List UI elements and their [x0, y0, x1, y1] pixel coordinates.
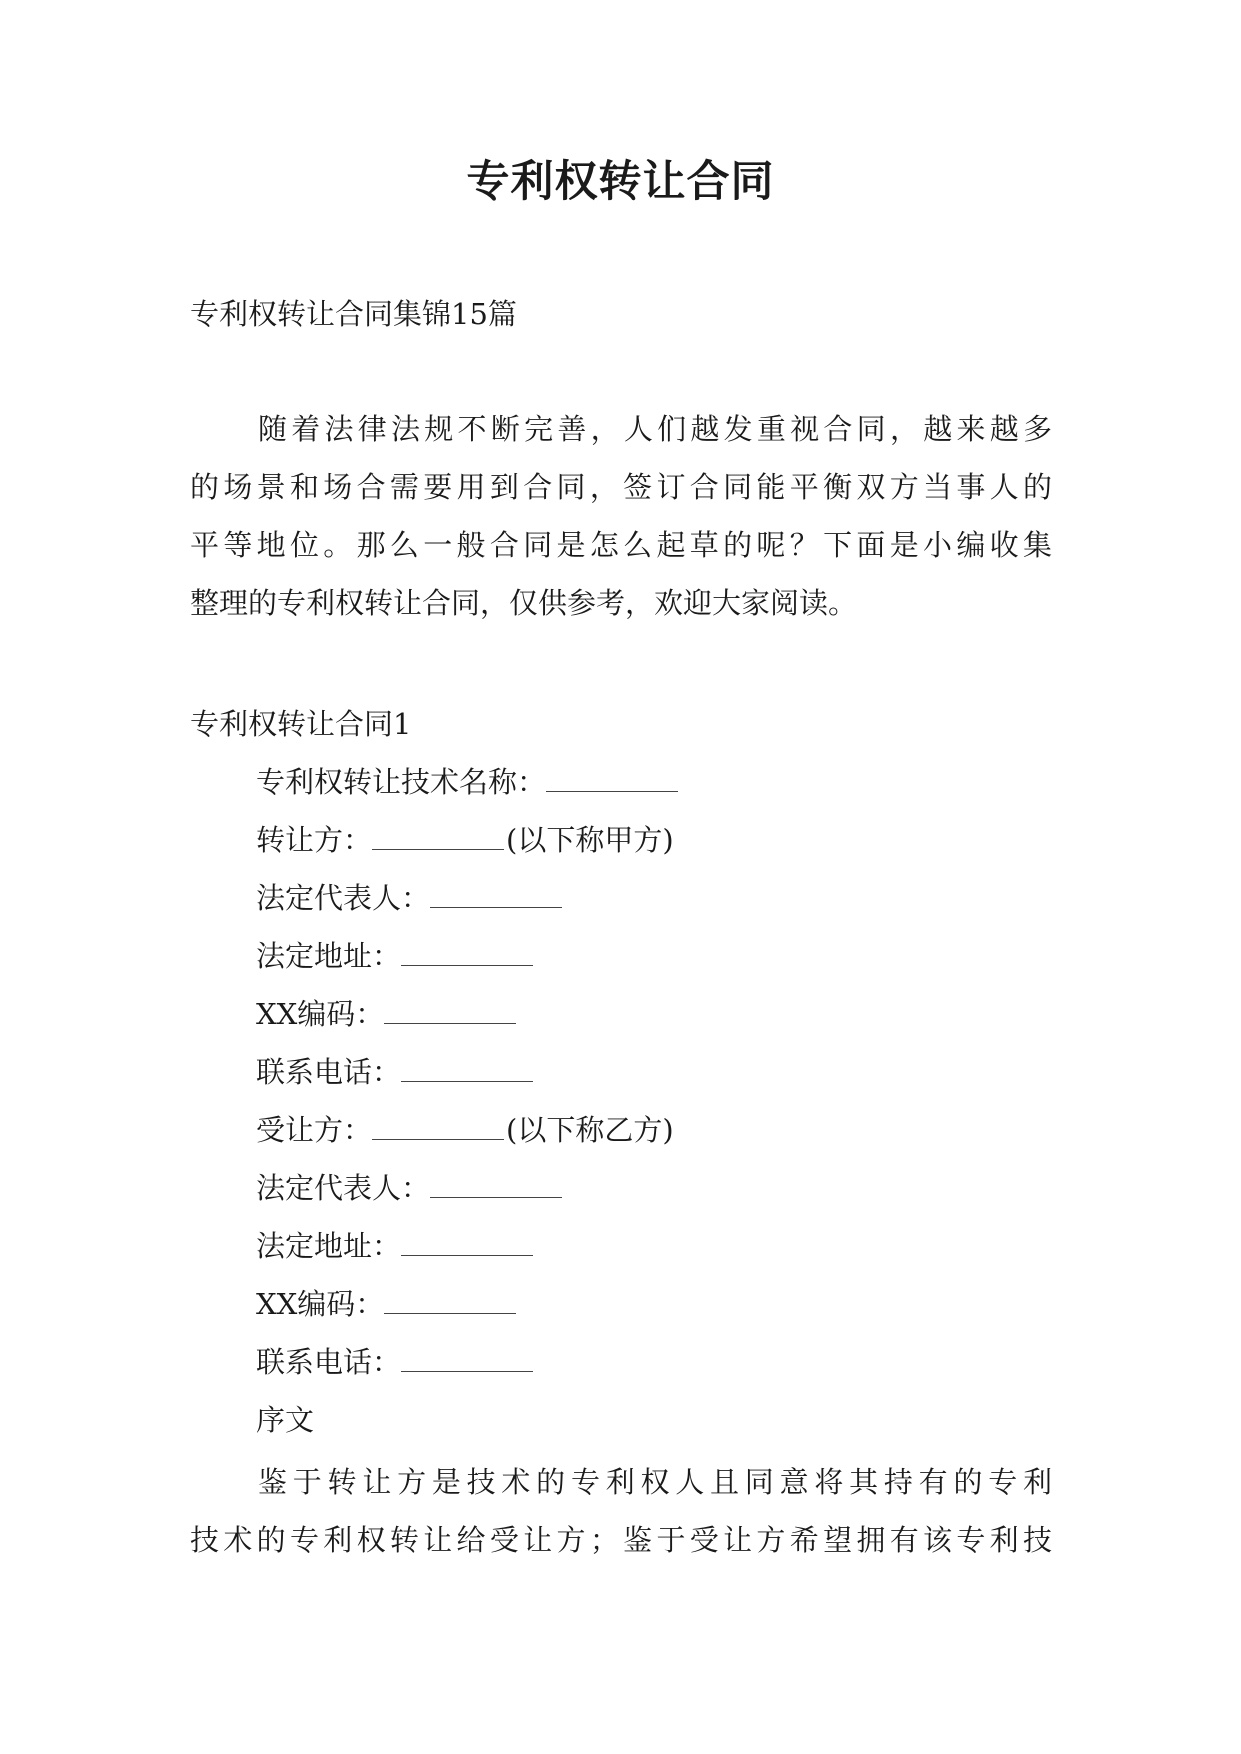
- document-title: 专利权转让合同: [466, 157, 775, 207]
- intro-paragraph: [190, 407, 1052, 639]
- fill-blank: [430, 883, 562, 908]
- field-technology-name: [256, 760, 1056, 818]
- field-label: 联系电话：: [256, 1345, 402, 1379]
- field-suffix: (以下称甲方): [506, 823, 674, 857]
- fill-blank: [430, 1173, 562, 1198]
- fill-blank: [401, 1231, 533, 1256]
- preface-paragraph: [190, 1460, 1052, 1576]
- fill-blank: [384, 1289, 516, 1314]
- intro-line: 整理的专利权转让合同，仅供参考，欢迎大家阅读。: [190, 586, 858, 620]
- field-label: 联系电话：: [256, 1055, 402, 1089]
- field-transferee: [256, 1108, 1056, 1166]
- fill-blank: [546, 767, 678, 792]
- field-transferor: [256, 818, 1056, 876]
- field-label: XX编码：: [256, 997, 385, 1031]
- body-line: 技术的专利权转让给受让方；鉴于受让方希望拥有该专利技: [190, 1523, 1052, 1557]
- document-subtitle: 专利权转让合同集锦15篇: [190, 297, 517, 331]
- section-heading: 专利权转让合同1: [190, 707, 412, 741]
- fill-blank: [401, 1057, 533, 1082]
- field-label: XX编码：: [256, 1287, 385, 1321]
- contract-fields: [256, 760, 1056, 1456]
- field-phone: [256, 1340, 1056, 1398]
- body-line: 鉴于转让方是技术的专利权人且同意将其持有的专利: [258, 1465, 1052, 1499]
- intro-line: 平等地位。那么一般合同是怎么起草的呢？下面是小编收集: [190, 528, 1052, 562]
- field-suffix: (以下称乙方): [506, 1113, 674, 1147]
- fill-blank: [372, 825, 504, 850]
- fill-blank: [372, 1115, 504, 1140]
- field-label: 法定地址：: [256, 1229, 402, 1263]
- field-legal-representative: [256, 1166, 1056, 1224]
- field-code: [256, 1282, 1056, 1340]
- field-label: 专利权转让技术名称：: [256, 765, 547, 799]
- preface-heading: [256, 1398, 1056, 1456]
- intro-line: 的场景和场合需要用到合同，签订合同能平衡双方当事人的: [190, 470, 1052, 504]
- fill-blank: [401, 1347, 533, 1372]
- field-label: 序文: [256, 1403, 315, 1437]
- field-code: [256, 992, 1056, 1050]
- field-label: 法定代表人：: [256, 881, 431, 915]
- fill-blank: [401, 941, 533, 966]
- field-legal-address: [256, 934, 1056, 992]
- field-label: 法定代表人：: [256, 1171, 431, 1205]
- fill-blank: [384, 999, 516, 1024]
- field-label: 受让方：: [256, 1113, 373, 1147]
- field-label: 转让方：: [256, 823, 373, 857]
- field-phone: [256, 1050, 1056, 1108]
- field-legal-representative: [256, 876, 1056, 934]
- field-label: 法定地址：: [256, 939, 402, 973]
- intro-line: 随着法律法规不断完善，人们越发重视合同，越来越多: [258, 412, 1052, 446]
- field-legal-address: [256, 1224, 1056, 1282]
